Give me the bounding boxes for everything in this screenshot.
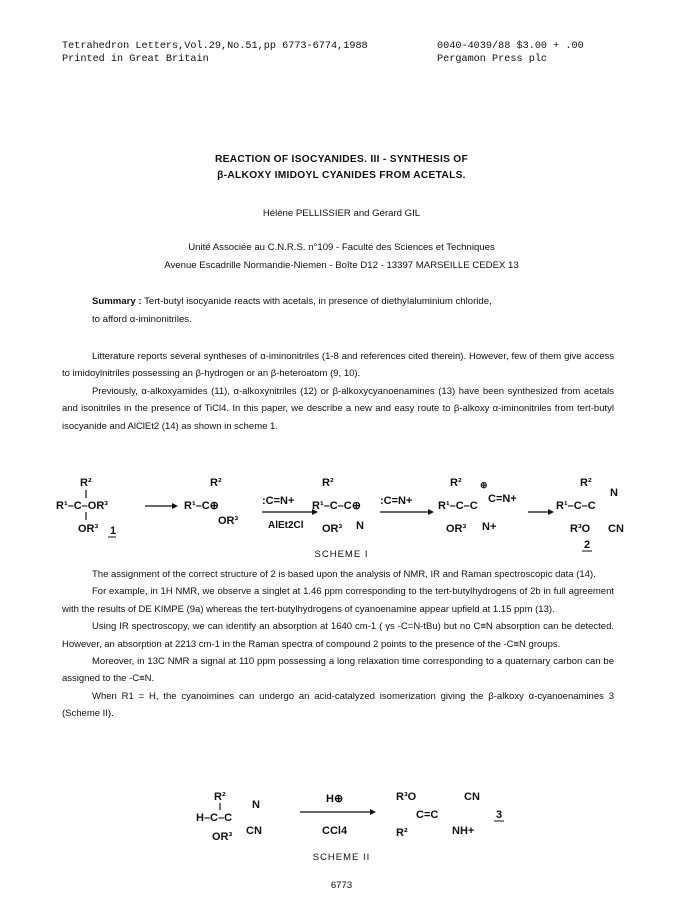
intro-text xyxy=(62,348,614,435)
summary-text-2: to afford α-iminonitriles. xyxy=(92,314,192,325)
svg-text:R¹–C⊕: R¹–C⊕ xyxy=(184,500,219,512)
svg-text:R²: R² xyxy=(80,477,92,489)
compound-3-label: 3 xyxy=(496,809,503,821)
svg-text:NH+: NH+ xyxy=(452,825,475,837)
authors: Hélène PELLISSIER and Gérard GIL xyxy=(262,208,421,219)
svg-text:R¹–C–C: R¹–C–C xyxy=(438,500,478,512)
svg-text:OR³: OR³ xyxy=(218,515,239,527)
reagent-aluminum: AlEt2Cl xyxy=(268,520,304,531)
svg-text:R²: R² xyxy=(210,477,222,489)
paragraph-4: For example, in 1H NMR, we observe a singlet at 1.46 ppm corresponding to the tert-butylhydrogens of 2b in full agreement with the results of DE KIMPE (9a) whereas the tert-butylhydrogens of cyanoenamine appear upfield at 1.15 ppm (13). xyxy=(62,586,614,615)
summary-label: Summary : xyxy=(92,296,142,307)
svg-text:CN: CN xyxy=(608,523,624,535)
svg-text:⊕: ⊕ xyxy=(480,480,488,490)
svg-text:R¹–C–C⊕: R¹–C–C⊕ xyxy=(312,500,361,512)
reagent-acid: H⊕ xyxy=(326,793,344,805)
header-journal: Tetrahedron Letters,Vol.29,No.51,pp 6773-6774,1988 xyxy=(62,41,368,52)
summary-text: Tert-butyl isocyanide reacts with acetals, in presence of diethylaluminium chloride, xyxy=(141,296,492,307)
scheme-1-label: SCHEME I xyxy=(314,549,369,560)
paragraph-5: Using IR spectroscopy, we can identify an absorption at 1640 cm-1 ( γs -C=N-tBu) but no C≡N absorption can be detected. However, an absorption at 2213 cm-1 in the Raman spectra of compound 2 points to the presence of the -C≡N groups. xyxy=(62,621,614,650)
reagent-isocyanide-2: :C=N+ xyxy=(380,495,413,507)
results-text xyxy=(62,566,614,723)
svg-text:N: N xyxy=(610,487,618,499)
paragraph-1: Litterature reports several syntheses of α-iminonitriles (1-8 and references cited therein). However, few of them give access to imidoylnitriles possessing an β-hydrogen or an β-heteroatom (9, 10). xyxy=(62,351,614,380)
page-number: 6773 xyxy=(330,880,353,891)
svg-text:R¹–C–C: R¹–C–C xyxy=(556,500,596,512)
paper-title-line2: β-ALKOXY IMIDOYL CYANIDES FROM ACETALS. xyxy=(217,170,466,181)
svg-text:OR³: OR³ xyxy=(212,831,233,843)
reagent-solvent: CCl4 xyxy=(322,825,348,837)
svg-text:OR³: OR³ xyxy=(446,523,467,535)
scheme-2-diagram xyxy=(190,788,530,848)
paper-title-line1: REACTION OF ISOCYANIDES. III - SYNTHESIS OF xyxy=(214,154,469,165)
svg-text:R³O: R³O xyxy=(570,523,591,535)
svg-text:R²: R² xyxy=(396,827,408,839)
svg-text:C=N+: C=N+ xyxy=(488,493,517,505)
reagent-isocyanide-1: :C=N+ xyxy=(262,495,295,507)
summary xyxy=(92,296,632,307)
compound-2-label: 2 xyxy=(584,539,591,551)
svg-text:R¹–C–OR³: R¹–C–OR³ xyxy=(56,500,108,512)
svg-text:N+: N+ xyxy=(482,521,497,533)
svg-text:OR³: OR³ xyxy=(78,523,99,535)
svg-text:R²: R² xyxy=(450,477,462,489)
header-printed: Printed in Great Britain xyxy=(62,54,209,65)
paragraph-7: When R1 = H, the cyanoimines can undergo an acid-catalyzed isomerization giving the β-alkoxy α-cyanoenamines 3 (Scheme II). xyxy=(62,690,614,720)
svg-text:N: N xyxy=(252,799,260,811)
paragraph-3: The assignment of the correct structure of 2 is based upon the analysis of NMR, IR and Raman spectroscopic data (14). xyxy=(92,569,596,580)
affiliation-line1: Unité Associée au C.N.R.S. n°109 - Faculté des Sciences et Techniques xyxy=(188,242,495,253)
svg-text:CN: CN xyxy=(246,825,262,837)
svg-text:OR³: OR³ xyxy=(322,523,343,535)
compound-1-label: 1 xyxy=(110,525,117,537)
svg-text:R²: R² xyxy=(214,791,226,803)
header-publisher: Pergamon Press plc xyxy=(437,54,548,65)
svg-text:R²: R² xyxy=(580,477,592,489)
header-price: 0040-4039/88 $3.00 + .00 xyxy=(437,41,584,52)
paragraph-6: Moreover, in 13C NMR a signal at 110 ppm possessing a long relaxation time corresponding to a quaternary carbon can be assigned to the -C≡N. xyxy=(62,656,614,685)
svg-text:CN: CN xyxy=(464,791,480,803)
svg-text:R³O: R³O xyxy=(396,791,417,803)
svg-text:H–C–C: H–C–C xyxy=(196,812,233,824)
scheme-1-diagram xyxy=(50,474,650,554)
scheme-2-label: SCHEME II xyxy=(312,852,371,863)
svg-text:R²: R² xyxy=(322,477,334,489)
svg-text:C=C: C=C xyxy=(416,809,439,821)
paragraph-2: Previously, α-alkoxyamides (11), α-alkoxynitriles (12) or β-alkoxycyanoenamines (13) have been synthesized from acetals and isonitriles in the presence of TiCl4. In this paper, we describe a new and easy route to β-alkoxy α-iminonitriles from tert-butyl isocyanide and AlClEt2 (14) as shown in scheme 1. xyxy=(62,385,614,432)
svg-text:N: N xyxy=(356,520,364,532)
affiliation-line2: Avenue Escadrille Normandie-Niemen - Boîte D12 - 13397 MARSEILLE CEDEX 13 xyxy=(164,260,519,271)
